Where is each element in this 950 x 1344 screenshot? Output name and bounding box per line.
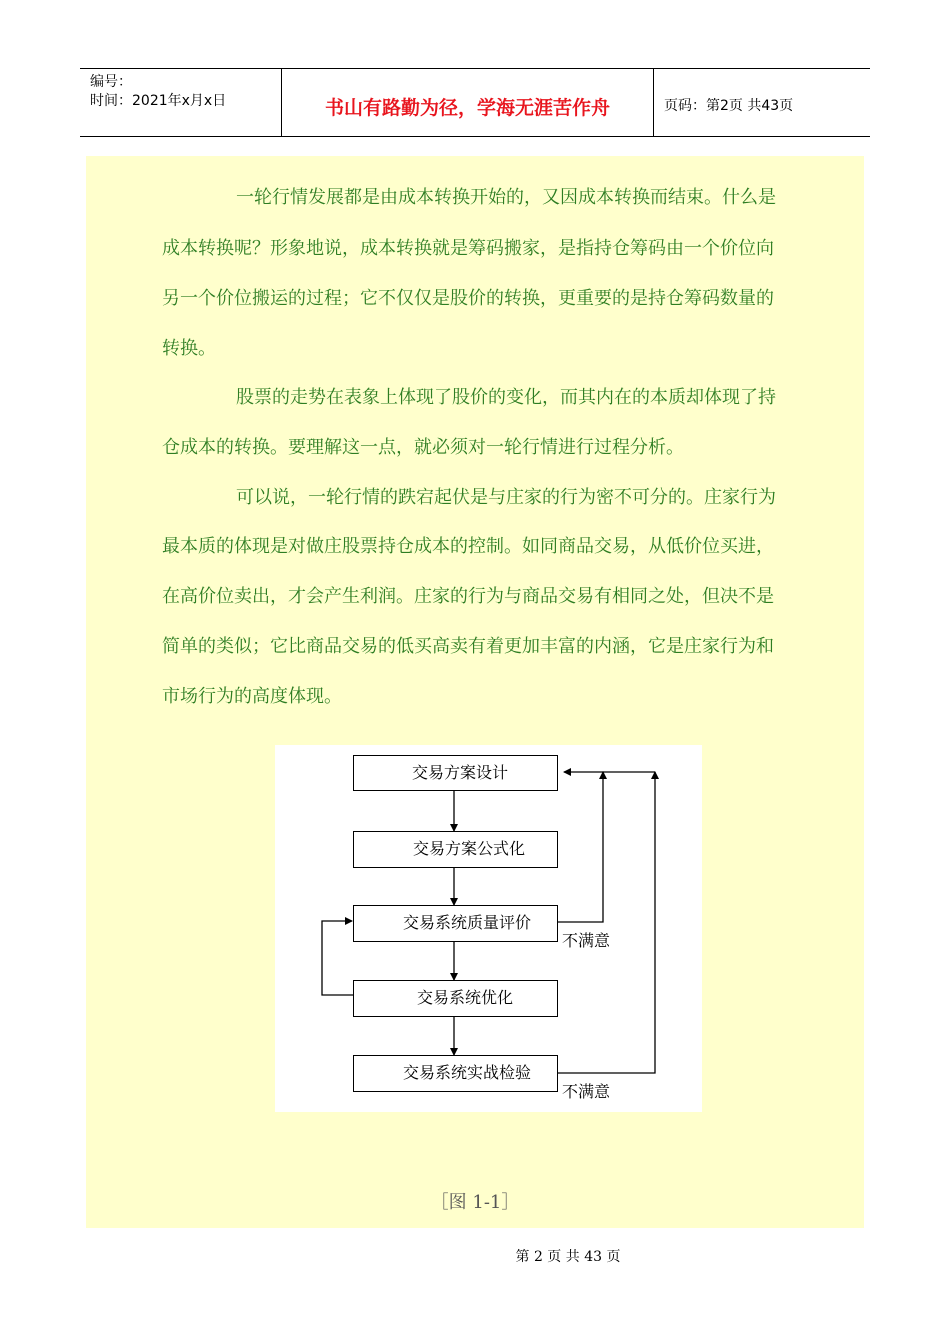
flow-step-live-test: 交易系统实战检验 bbox=[353, 1055, 558, 1092]
figure-caption: ［图 1-1］ bbox=[430, 1192, 520, 1213]
feedback-label-1: 不满意 bbox=[562, 931, 611, 950]
flow-step-quality-evaluation: 交易系统质量评价 bbox=[353, 905, 558, 942]
page-header bbox=[80, 68, 870, 137]
motto: 书山有路勤为径，学海无涯苦作舟 bbox=[324, 97, 610, 119]
paragraph-3-line-3: 在高价位卖出，才会产生利润。庄家的行为与商品交易有相同之处，但决不是 bbox=[162, 586, 774, 607]
paragraph-3-line-2: 最本质的体现是对做庄股票持仓成本的控制。如同商品交易，从低价位买进， bbox=[162, 536, 774, 557]
flow-step-optimization: 交易系统优化 bbox=[353, 980, 558, 1017]
paragraph-3-line-5: 市场行为的高度体现。 bbox=[162, 686, 342, 707]
feedback-1-arrow bbox=[558, 772, 603, 922]
optimization-loop bbox=[322, 921, 353, 995]
header-page-cell bbox=[654, 69, 870, 136]
paragraph-1-line-3: 另一个价位搬运的过程；它不仅仅是股价的转换，更重要的是持仓筹码数量的 bbox=[162, 288, 774, 309]
paragraph-1-line-2: 成本转换呢？形象地说，成本转换就是筹码搬家，是指持仓筹码由一个价位向 bbox=[162, 238, 774, 259]
paragraph-2-line-2: 仓成本的转换。要理解这一点，就必须对一轮行情进行过程分析。 bbox=[162, 437, 684, 458]
feedback-label-2: 不满意 bbox=[562, 1082, 611, 1101]
paragraph-3-line-1: 可以说，一轮行情的跌宕起伏是与庄家的行为密不可分的。庄家行为 bbox=[236, 487, 776, 508]
paragraph-1-line-4: 转换。 bbox=[162, 338, 216, 359]
header-meta-cell bbox=[80, 69, 282, 136]
time-label: 时间：2021年x月x日 bbox=[90, 93, 227, 109]
flowchart bbox=[275, 745, 702, 1112]
paragraph-1-line-1: 一轮行情发展都是由成本转换开始的，又因成本转换而结束。什么是 bbox=[236, 187, 776, 208]
paragraph-3-line-4: 简单的类似；它比商品交易的低买高卖有着更加丰富的内涵，它是庄家行为和 bbox=[162, 636, 774, 657]
number-label: 编号： bbox=[90, 74, 132, 90]
page-footer: 第 2 页 共 43 页 bbox=[515, 1249, 621, 1265]
flow-step-formulation: 交易方案公式化 bbox=[353, 831, 558, 868]
paragraph-2-line-1: 股票的走势在表象上体现了股价的变化，而其内在的本质却体现了持 bbox=[236, 387, 776, 408]
flow-step-design: 交易方案设计 bbox=[353, 755, 558, 791]
header-motto-cell bbox=[282, 69, 654, 136]
page-number-label: 页码：第2页 共43页 bbox=[664, 98, 794, 114]
